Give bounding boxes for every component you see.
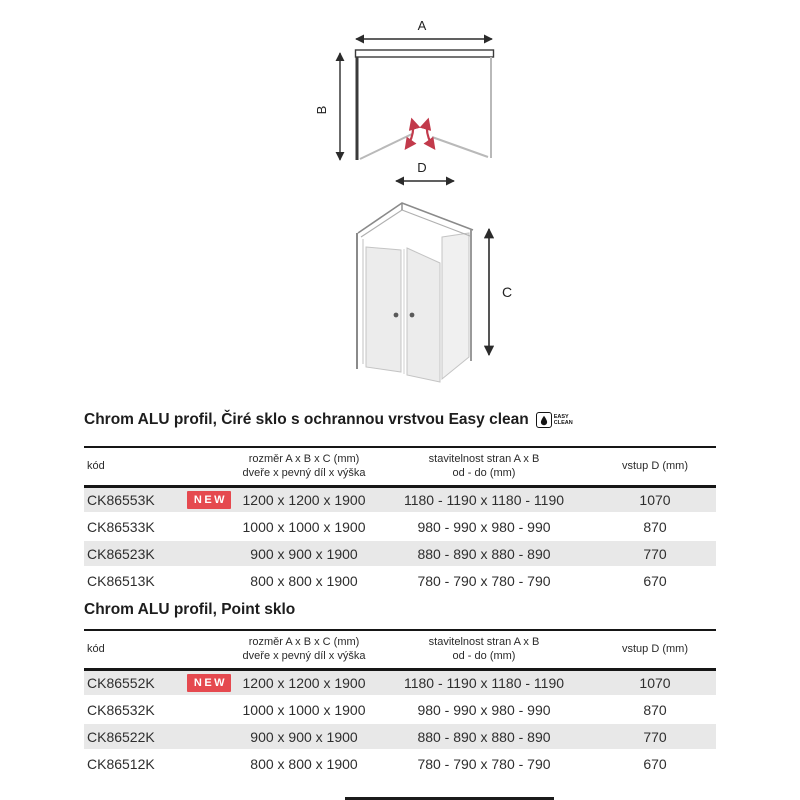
spec-table-easy-clean	[84, 446, 716, 595]
left-door-panel-line	[360, 134, 412, 159]
entry-width-value: 770	[643, 545, 667, 562]
top-wall-profile	[356, 50, 494, 57]
product-code: CK86552K	[87, 674, 155, 691]
left-door-glass-panel	[366, 247, 401, 372]
adjustability-value: 880 - 890 x 880 - 890	[417, 728, 551, 745]
table-row	[84, 669, 716, 696]
table-row	[84, 486, 716, 513]
entry-width-value: 1070	[639, 491, 671, 508]
table-row	[84, 750, 716, 777]
dimension-label-b: B	[314, 105, 329, 115]
table-row	[84, 540, 716, 567]
top-frame-inner-edge	[361, 210, 470, 237]
header-adjustability: stavitelnost stran A x B od - do (mm)	[428, 453, 540, 480]
product-code: CK86553K	[87, 491, 155, 508]
size-value: 1000 x 1000 x 1900	[242, 701, 366, 718]
badge-cell	[184, 540, 234, 567]
adjustability-value: 780 - 790 x 780 - 790	[417, 755, 551, 772]
product-code: CK86522K	[87, 728, 155, 745]
door-swing-arrow-right	[427, 120, 434, 148]
header-size: rozměr A x B x C (mm) dveře x pevný díl x výška	[242, 453, 366, 480]
droplet-icon	[536, 412, 552, 428]
left-door-handle	[394, 313, 399, 318]
header-size: rozměr A x B x C (mm) dveře x pevný díl x výška	[242, 636, 366, 663]
new-badge: NEW	[187, 674, 231, 692]
adjustability-value: 980 - 990 x 980 - 990	[417, 518, 551, 535]
easy-clean-icon	[536, 412, 573, 428]
badge-cell	[184, 696, 234, 723]
dimension-label-c: C	[501, 284, 513, 300]
badge-cell	[184, 723, 234, 750]
header-code: kód	[87, 460, 105, 473]
table-row	[84, 723, 716, 750]
table-header-row	[84, 630, 716, 669]
spec-table-point-sklo	[84, 629, 716, 778]
table-row	[84, 696, 716, 723]
section-title-text: Chrom ALU profil, Čiré sklo s ochrannou vrstvou Easy clean	[84, 411, 529, 428]
badge-cell	[184, 486, 234, 513]
easy-clean-label: EASY CLEAN	[553, 413, 573, 426]
product-code: CK86532K	[87, 701, 155, 718]
door-swing-arrow-left	[406, 120, 413, 148]
table-row	[84, 513, 716, 540]
size-value: 800 x 800 x 1900	[250, 572, 358, 589]
badge-cell	[184, 567, 234, 594]
adjustability-value: 980 - 990 x 980 - 990	[417, 701, 551, 718]
entry-width-value: 770	[643, 728, 667, 745]
dimension-label-d: D	[417, 160, 427, 175]
badge-cell	[184, 750, 234, 777]
header-adjustability: stavitelnost stran A x B od - do (mm)	[428, 636, 540, 663]
section-title-point-sklo	[84, 601, 295, 619]
adjustability-value: 880 - 890 x 880 - 890	[417, 545, 551, 562]
size-value: 1200 x 1200 x 1900	[242, 491, 366, 508]
section-title-text: Chrom ALU profil, Point sklo	[84, 601, 296, 618]
adjustability-value: 1180 - 1190 x 1180 - 1190	[403, 674, 565, 691]
size-value: 900 x 900 x 1900	[250, 545, 358, 562]
adjustability-value: 780 - 790 x 780 - 790	[417, 572, 551, 589]
new-badge: NEW	[187, 491, 231, 509]
product-code: CK86533K	[87, 518, 155, 535]
product-code: CK86523K	[87, 545, 155, 562]
adjustability-value: 1180 - 1190 x 1180 - 1190	[403, 491, 565, 508]
table-header-row	[84, 447, 716, 486]
right-door-panel-line	[432, 137, 488, 157]
entry-width-value: 1070	[639, 674, 671, 691]
right-door-handle	[410, 313, 415, 318]
right-fixed-glass-panel	[442, 233, 469, 379]
size-value: 1200 x 1200 x 1900	[242, 674, 366, 691]
header-code: kód	[87, 643, 105, 656]
entry-width-value: 670	[643, 572, 667, 589]
product-code: CK86513K	[87, 572, 155, 589]
perspective-view-diagram	[330, 193, 540, 398]
size-value: 800 x 800 x 1900	[250, 755, 358, 772]
header-entry: vstup D (mm)	[622, 643, 688, 656]
entry-width-value: 870	[643, 701, 667, 718]
product-code: CK86512K	[87, 755, 155, 772]
plan-view-diagram	[300, 8, 560, 193]
top-frame-outer-edge	[358, 203, 473, 233]
badge-cell	[184, 669, 234, 696]
entry-width-value: 870	[643, 518, 667, 535]
badge-cell	[184, 513, 234, 540]
header-entry: vstup D (mm)	[622, 460, 688, 473]
table-row	[84, 567, 716, 594]
dimension-label-a: A	[417, 18, 427, 33]
entry-width-value: 670	[643, 755, 667, 772]
size-value: 1000 x 1000 x 1900	[242, 518, 366, 535]
size-value: 900 x 900 x 1900	[250, 728, 358, 745]
section-title-easy-clean	[84, 411, 573, 429]
